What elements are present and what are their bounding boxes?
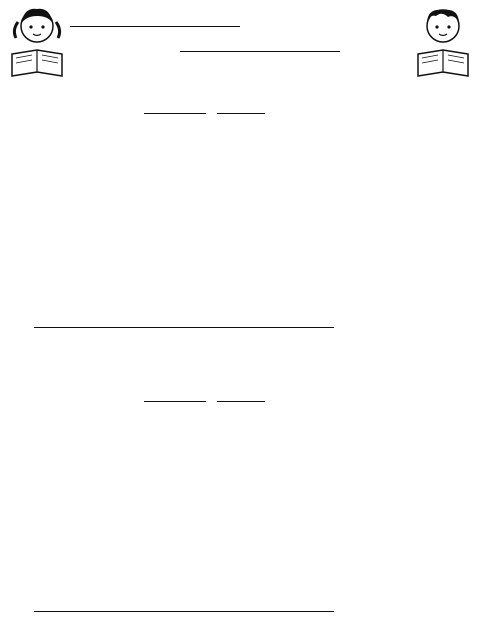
section-divider: [0, 352, 480, 362]
work-on-row: [28, 314, 334, 332]
time-and-date-row: [144, 390, 265, 402]
girl-reading-clipart: [4, 2, 70, 80]
boy-reading-clipart: [410, 2, 476, 80]
name-blank-line[interactable]: [70, 26, 240, 27]
date-blank-line[interactable]: [217, 391, 265, 402]
time-and-date-row: [144, 102, 265, 114]
book-title-blank-line[interactable]: [180, 51, 340, 52]
time-blank-line[interactable]: [144, 103, 206, 114]
work-on-blank-line[interactable]: [34, 599, 334, 612]
book-title-row: [146, 38, 366, 58]
worksheet-title: [70, 8, 410, 34]
work-on-blank-line[interactable]: [34, 315, 334, 328]
date-blank-line[interactable]: [217, 103, 265, 114]
first-reading-section: [14, 78, 466, 348]
second-reading-section: [14, 366, 466, 636]
work-on-row: [28, 598, 334, 616]
time-blank-line[interactable]: [144, 391, 206, 402]
